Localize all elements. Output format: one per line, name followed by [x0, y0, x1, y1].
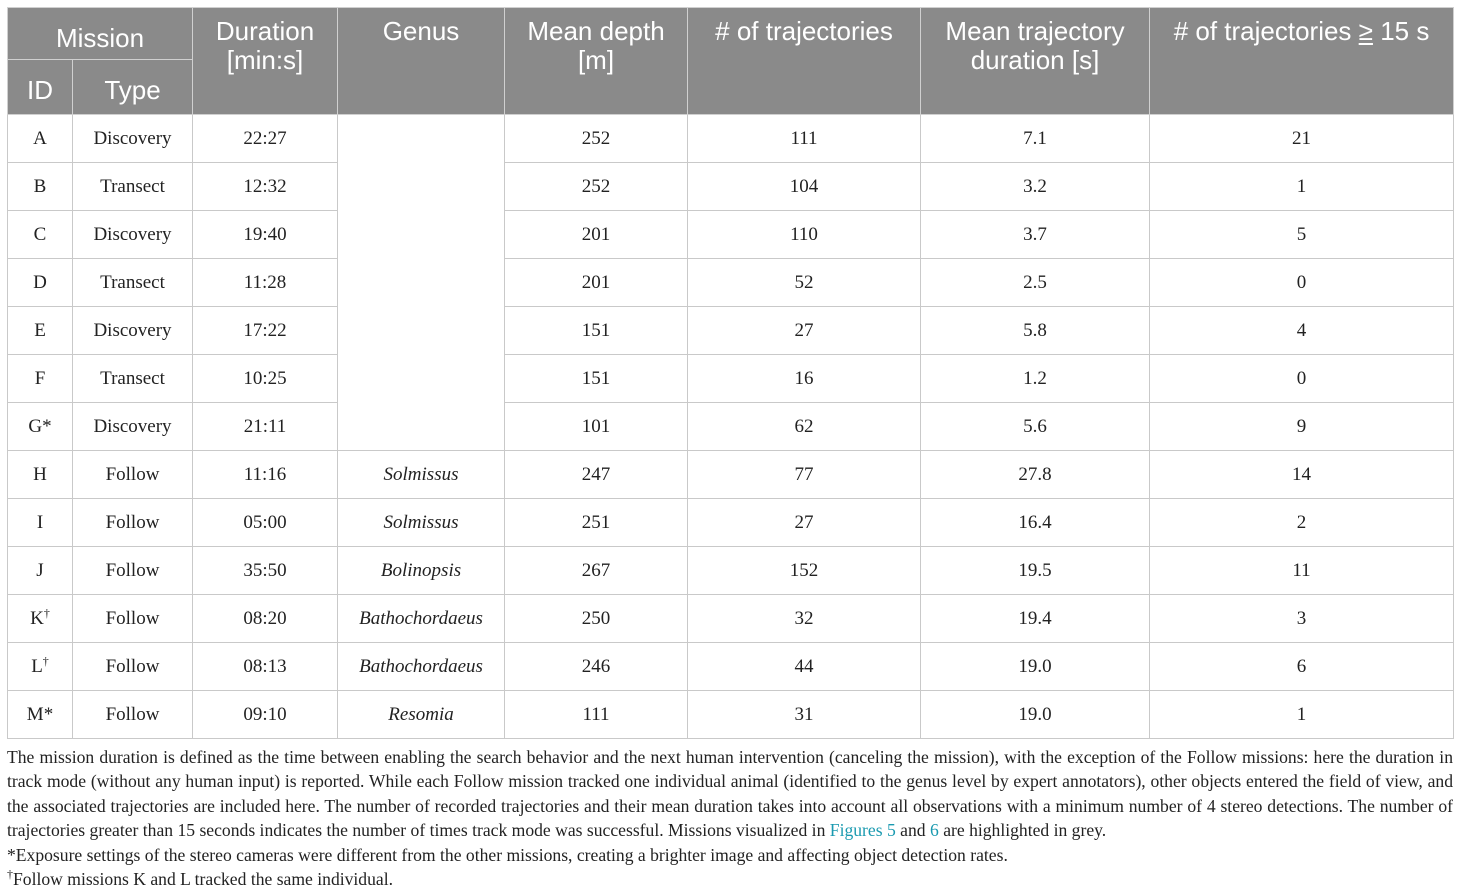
mission-id: L: [31, 655, 43, 677]
cell-mean-trajectory-duration: 19.4: [921, 595, 1150, 643]
cell-type: Follow: [73, 691, 193, 739]
cell-mean-depth: 252: [505, 115, 688, 163]
cell-num-trajectories-15s: 11: [1150, 547, 1454, 595]
cell-genus-empty: [338, 115, 505, 451]
cell-id: [8, 595, 73, 643]
mission-id-mark: *: [43, 703, 54, 725]
cell-mean-depth: 252: [505, 163, 688, 211]
genus-name: Bolinopsis: [380, 559, 462, 581]
cell-type: Follow: [73, 451, 193, 499]
genus-name: Resomia: [388, 703, 454, 725]
cell-num-trajectories-15s: 5: [1150, 211, 1454, 259]
cell-mean-depth: 151: [505, 355, 688, 403]
cell-id: [8, 499, 73, 547]
cell-duration: 11:28: [193, 259, 338, 307]
cell-mean-depth: 250: [505, 595, 688, 643]
cell-mean-trajectory-duration: 27.8: [921, 451, 1150, 499]
cell-mean-trajectory-duration: 3.2: [921, 163, 1150, 211]
dagger-note: Follow missions K and L tracked the same individual.: [13, 869, 394, 890]
cell-num-trajectories: 27: [688, 307, 921, 355]
cell-duration: 21:11: [193, 403, 338, 451]
cell-mean-depth: 246: [505, 643, 688, 691]
cell-num-trajectories-15s: 14: [1150, 451, 1454, 499]
cell-mean-depth: 201: [505, 211, 688, 259]
table-row: [8, 595, 1454, 643]
cell-duration: 12:32: [193, 163, 338, 211]
cell-type: Follow: [73, 595, 193, 643]
cell-id: [8, 451, 73, 499]
footnote-and: and: [900, 820, 926, 841]
cell-id: [8, 115, 73, 163]
cell-id: [8, 307, 73, 355]
cell-duration: 09:10: [193, 691, 338, 739]
header-type: Type: [73, 60, 193, 115]
cell-mean-trajectory-duration: 1.2: [921, 355, 1150, 403]
header-num-trajectories: # of trajectories: [688, 8, 921, 115]
cell-num-trajectories: 16: [688, 355, 921, 403]
cell-type: Discovery: [73, 211, 193, 259]
cell-id: [8, 403, 73, 451]
mission-id-mark: †: [43, 605, 50, 620]
asterisk-note: Exposure settings of the stereo cameras were different from the other missions, creating a brighter image and affecting object detection rates.: [15, 844, 1008, 865]
cell-num-trajectories-15s: 3: [1150, 595, 1454, 643]
dagger-mark: †: [7, 867, 13, 882]
table-row: [8, 643, 1454, 691]
table-row: [8, 211, 1454, 259]
cell-duration: 11:16: [193, 451, 338, 499]
cell-duration: 10:25: [193, 355, 338, 403]
cell-mean-depth: 101: [505, 403, 688, 451]
table-row: [8, 307, 1454, 355]
mission-id: F: [34, 367, 46, 389]
asterisk-mark: *: [7, 844, 16, 865]
header-mission: Mission: [8, 8, 193, 60]
mission-id: J: [36, 559, 44, 581]
cell-duration: 08:20: [193, 595, 338, 643]
cell-type: Transect: [73, 355, 193, 403]
cell-num-trajectories-15s: 1: [1150, 691, 1454, 739]
mission-id-mark: *: [42, 415, 52, 437]
cell-genus: [338, 643, 505, 691]
cell-mean-trajectory-duration: 5.6: [921, 403, 1150, 451]
cell-num-trajectories: 32: [688, 595, 921, 643]
cell-genus: [338, 547, 505, 595]
cell-mean-depth: 151: [505, 307, 688, 355]
mission-id-mark: †: [42, 653, 49, 668]
figure-6-link[interactable]: 6: [929, 820, 939, 841]
cell-num-trajectories-15s: 2: [1150, 499, 1454, 547]
table-body: [8, 115, 1454, 739]
cell-type: Discovery: [73, 115, 193, 163]
cell-mean-trajectory-duration: 19.0: [921, 691, 1150, 739]
table-row: [8, 499, 1454, 547]
mission-id: H: [33, 463, 47, 485]
header-duration: Duration [min:s]: [193, 8, 338, 115]
cell-mean-depth: 251: [505, 499, 688, 547]
cell-id: [8, 547, 73, 595]
cell-mean-trajectory-duration: 16.4: [921, 499, 1150, 547]
cell-id: [8, 211, 73, 259]
header-mean-depth: Mean depth [m]: [505, 8, 688, 115]
cell-type: Follow: [73, 499, 193, 547]
cell-num-trajectories: 77: [688, 451, 921, 499]
footnote-asterisk: [7, 843, 1453, 867]
table-row: [8, 403, 1454, 451]
mission-id: A: [33, 127, 47, 149]
genus-name: Solmissus: [383, 463, 459, 485]
cell-genus: [338, 595, 505, 643]
mission-id: M: [26, 703, 44, 725]
mission-id: B: [33, 175, 47, 197]
table-row: [8, 259, 1454, 307]
table-row: [8, 691, 1454, 739]
cell-id: [8, 163, 73, 211]
missions-table: [7, 7, 1454, 739]
cell-num-trajectories: 27: [688, 499, 921, 547]
cell-id: [8, 355, 73, 403]
cell-num-trajectories: 152: [688, 547, 921, 595]
header-num-traj-15-symbol: ≥: [1358, 16, 1373, 46]
cell-type: Transect: [73, 163, 193, 211]
cell-genus: [338, 499, 505, 547]
cell-type: Follow: [73, 547, 193, 595]
cell-mean-trajectory-duration: 5.8: [921, 307, 1150, 355]
cell-num-trajectories-15s: 4: [1150, 307, 1454, 355]
cell-mean-depth: 267: [505, 547, 688, 595]
cell-num-trajectories: 111: [688, 115, 921, 163]
mission-id: E: [34, 319, 46, 341]
cell-duration: 19:40: [193, 211, 338, 259]
cell-type: Follow: [73, 643, 193, 691]
footnote-main-text: The mission duration is defined as the time between enabling the search behavior and the next human intervention (canceling the mission), with the exception of the Follow missions: here the duration in track mode (without any human input) is reported. While each Follow mission tracked one individual animal (identified to the genus level by expert annotators), other objects entered the field of view, and the associated trajectories are included here. The number of recorded trajectories and their mean duration takes into account all observations with a minimum number of 4 stereo detections. The number of trajectories greater than 15 seconds indicates the number of times track mode was successful. Missions visualized in: [7, 747, 1453, 841]
footnote-main-end: are highlighted in grey.: [943, 820, 1107, 841]
cell-duration: 08:13: [193, 643, 338, 691]
table-row: [8, 355, 1454, 403]
cell-duration: 35:50: [193, 547, 338, 595]
cell-num-trajectories: 62: [688, 403, 921, 451]
header-num-trajectories-15s: [1150, 8, 1454, 115]
table-footnotes: [7, 745, 1453, 891]
cell-num-trajectories: 104: [688, 163, 921, 211]
header-mean-trajectory-duration: Mean trajectory duration [s]: [921, 8, 1150, 115]
figures-5-link[interactable]: Figures 5: [829, 820, 896, 841]
genus-name: Bathochordaeus: [359, 655, 483, 677]
cell-mean-trajectory-duration: 3.7: [921, 211, 1150, 259]
cell-duration: 22:27: [193, 115, 338, 163]
header-id: ID: [8, 60, 73, 115]
cell-num-trajectories: 31: [688, 691, 921, 739]
cell-num-trajectories-15s: 0: [1150, 259, 1454, 307]
genus-name: Bathochordaeus: [359, 607, 483, 629]
table-container: [7, 7, 1453, 739]
cell-mean-trajectory-duration: 19.5: [921, 547, 1150, 595]
header-num-traj-15-suffix: 15 s: [1380, 16, 1430, 46]
header-num-traj-15-prefix: # of trajectories: [1173, 16, 1352, 46]
mission-id: C: [33, 223, 47, 245]
cell-num-trajectories: 52: [688, 259, 921, 307]
cell-genus: [338, 691, 505, 739]
cell-mean-trajectory-duration: 2.5: [921, 259, 1150, 307]
cell-num-trajectories-15s: 1: [1150, 163, 1454, 211]
cell-duration: 05:00: [193, 499, 338, 547]
cell-mean-depth: 201: [505, 259, 688, 307]
cell-num-trajectories-15s: 6: [1150, 643, 1454, 691]
table-row: [8, 115, 1454, 163]
mission-id: K: [30, 607, 44, 629]
cell-mean-depth: 247: [505, 451, 688, 499]
cell-id: [8, 259, 73, 307]
cell-mean-trajectory-duration: 7.1: [921, 115, 1150, 163]
header-genus: Genus: [338, 8, 505, 115]
mission-id: D: [33, 271, 47, 293]
table-row: [8, 163, 1454, 211]
mission-id: G: [28, 415, 43, 437]
cell-genus: [338, 451, 505, 499]
cell-id: [8, 691, 73, 739]
cell-id: [8, 643, 73, 691]
table-row: [8, 451, 1454, 499]
cell-num-trajectories-15s: 0: [1150, 355, 1454, 403]
cell-num-trajectories: 44: [688, 643, 921, 691]
cell-duration: 17:22: [193, 307, 338, 355]
cell-num-trajectories: 110: [688, 211, 921, 259]
cell-mean-trajectory-duration: 19.0: [921, 643, 1150, 691]
cell-type: Discovery: [73, 307, 193, 355]
mission-id: I: [36, 511, 44, 533]
cell-mean-depth: 111: [505, 691, 688, 739]
footnote-dagger: [7, 867, 1453, 891]
cell-type: Transect: [73, 259, 193, 307]
footnote-main: [7, 745, 1453, 843]
cell-type: Discovery: [73, 403, 193, 451]
cell-num-trajectories-15s: 21: [1150, 115, 1454, 163]
table-row: [8, 547, 1454, 595]
genus-name: Solmissus: [383, 511, 459, 533]
cell-num-trajectories-15s: 9: [1150, 403, 1454, 451]
